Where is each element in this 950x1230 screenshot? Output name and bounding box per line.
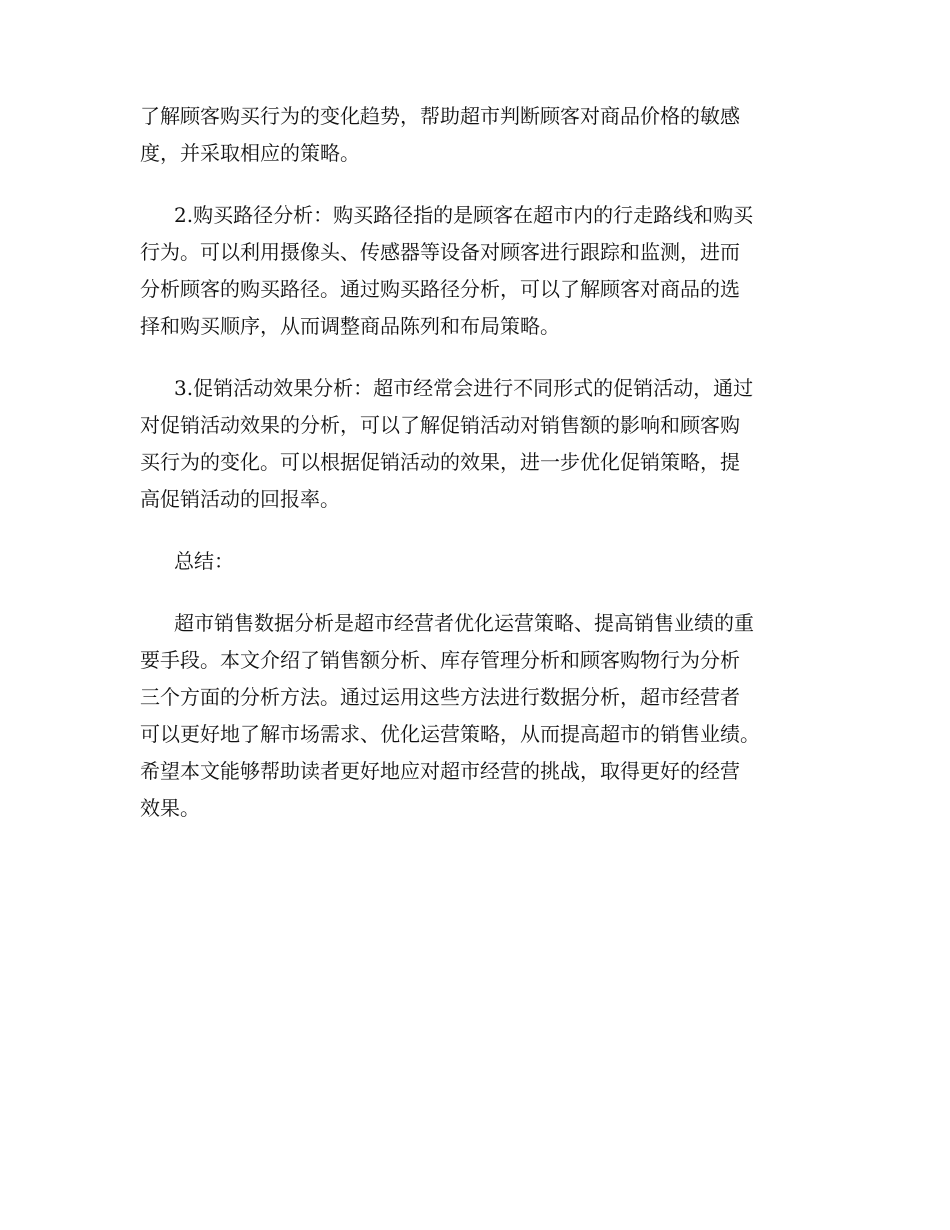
paragraph-price-sensitivity xyxy=(140,98,820,172)
text-line: 了解顾客购买行为的变化趋势，帮助超市判断顾客对商品价格的敏感 xyxy=(140,104,740,128)
text-line: 2.购买路径分析：购买路径指的是顾客在超市内的行走路线和购买 xyxy=(174,203,754,227)
text-line: 行为。可以利用摄像头、传感器等设备对顾客进行跟踪和监测，进而 xyxy=(140,240,740,264)
document-body xyxy=(140,98,820,827)
text-line: 择和购买顺序，从而调整商品陈列和布局策略。 xyxy=(140,314,560,338)
paragraph-spacer xyxy=(140,580,820,605)
text-line: 超市销售数据分析是超市经营者优化运营策略、提高销售业绩的重 xyxy=(174,611,754,635)
text-line: 买行为的变化。可以根据促销活动的效果，进一步优化促销策略，提 xyxy=(140,450,740,474)
text-line: 分析顾客的购买路径。通过购买路径分析，可以了解顾客对商品的选 xyxy=(140,277,740,301)
paragraph-purchase-path-analysis xyxy=(140,197,820,345)
text-line: 度，并采取相应的策略。 xyxy=(140,141,360,165)
text-line: 要手段。本文介绍了销售额分析、库存管理分析和顾客购物行为分析 xyxy=(140,648,740,672)
text-line: 希望本文能够帮助读者更好地应对超市经营的挑战，取得更好的经营 xyxy=(140,759,740,783)
text-line: 3.促销活动效果分析：超市经常会进行不同形式的促销活动，通过 xyxy=(174,376,754,400)
text-line: 高促销活动的回报率。 xyxy=(140,487,340,511)
paragraph-spacer xyxy=(140,345,820,370)
paragraph-spacer xyxy=(140,518,820,543)
text-line: 对促销活动效果的分析，可以了解促销活动对销售额的影响和顾客购 xyxy=(140,413,740,437)
paragraph-spacer xyxy=(140,172,820,197)
paragraph-promotion-effect-analysis xyxy=(140,370,820,518)
summary-heading xyxy=(140,543,820,580)
text-line: 三个方面的分析方法。通过运用这些方法进行数据分析，超市经营者 xyxy=(140,685,740,709)
text-line: 效果。 xyxy=(140,796,200,820)
text-line: 可以更好地了解市场需求、优化运营策略，从而提高超市的销售业绩。 xyxy=(140,722,760,746)
section-heading: 总结： xyxy=(174,549,234,573)
paragraph-summary xyxy=(140,605,820,827)
